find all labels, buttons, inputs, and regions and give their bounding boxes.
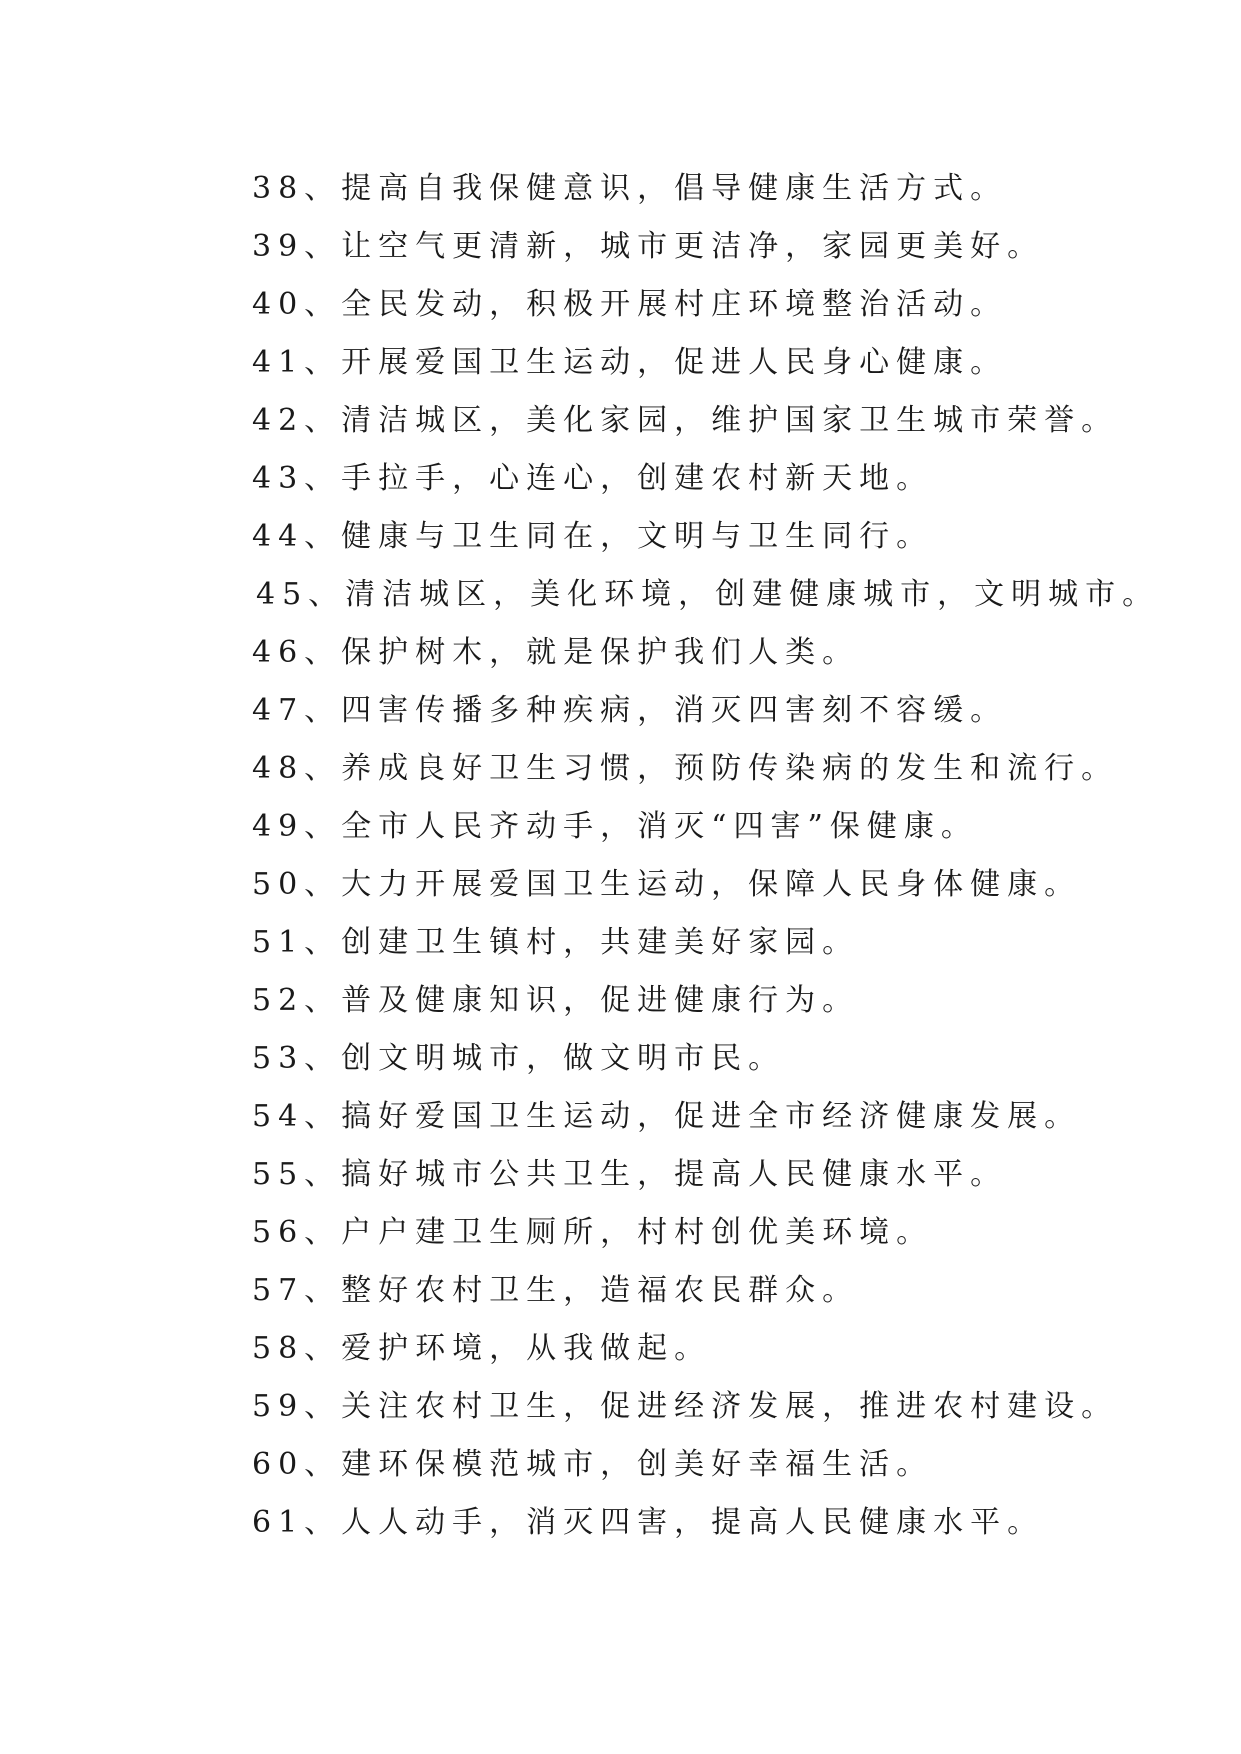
slogan-line: 48、养成良好卫生习惯，预防传染病的发生和流行。 bbox=[252, 751, 1119, 786]
slogan-line: 41、开展爱国卫生运动，促进人民身心健康。 bbox=[252, 345, 1008, 380]
slogan-line: 50、大力开展爱国卫生运动，保障人民身体健康。 bbox=[252, 867, 1082, 902]
slogan-line: 54、搞好爱国卫生运动，促进全市经济健康发展。 bbox=[252, 1099, 1082, 1134]
slogan-line: 45、清洁城区，美化环境，创建健康城市，文明城市。 bbox=[256, 577, 1160, 612]
slogan-line: 51、创建卫生镇村，共建美好家园。 bbox=[252, 925, 860, 960]
slogan-line: 38、提高自我保健意识，倡导健康生活方式。 bbox=[252, 171, 1008, 206]
slogan-line: 49、全市人民齐动手，消灭“四害”保健康。 bbox=[252, 809, 978, 844]
slogan-line: 57、整好农村卫生，造福农民群众。 bbox=[252, 1273, 860, 1308]
slogan-line: 42、清洁城区，美化家园，维护国家卫生城市荣誉。 bbox=[252, 403, 1119, 438]
slogan-line: 60、建环保模范城市，创美好幸福生活。 bbox=[252, 1447, 934, 1482]
slogan-list bbox=[252, 160, 1159, 1552]
slogan-line: 59、关注农村卫生，促进经济发展，推进农村建设。 bbox=[252, 1389, 1119, 1424]
slogan-line: 47、四害传播多种疾病，消灭四害刻不容缓。 bbox=[252, 693, 1008, 728]
slogan-line: 55、搞好城市公共卫生，提高人民健康水平。 bbox=[252, 1157, 1008, 1192]
slogan-line: 52、普及健康知识，促进健康行为。 bbox=[252, 983, 860, 1018]
slogan-line: 58、爱护环境，从我做起。 bbox=[252, 1331, 712, 1366]
slogan-line: 56、户户建卫生厕所，村村创优美环境。 bbox=[252, 1215, 934, 1250]
slogan-line: 40、全民发动，积极开展村庄环境整治活动。 bbox=[252, 287, 1008, 322]
slogan-line: 44、健康与卫生同在，文明与卫生同行。 bbox=[252, 519, 934, 554]
slogan-line: 43、手拉手，心连心，创建农村新天地。 bbox=[252, 461, 934, 496]
slogan-line: 61、人人动手，消灭四害，提高人民健康水平。 bbox=[252, 1505, 1045, 1540]
slogan-line: 53、创文明城市，做文明市民。 bbox=[252, 1041, 786, 1076]
slogan-line: 39、让空气更清新，城市更洁净，家园更美好。 bbox=[252, 229, 1045, 264]
slogan-line: 46、保护树木，就是保护我们人类。 bbox=[252, 635, 860, 670]
